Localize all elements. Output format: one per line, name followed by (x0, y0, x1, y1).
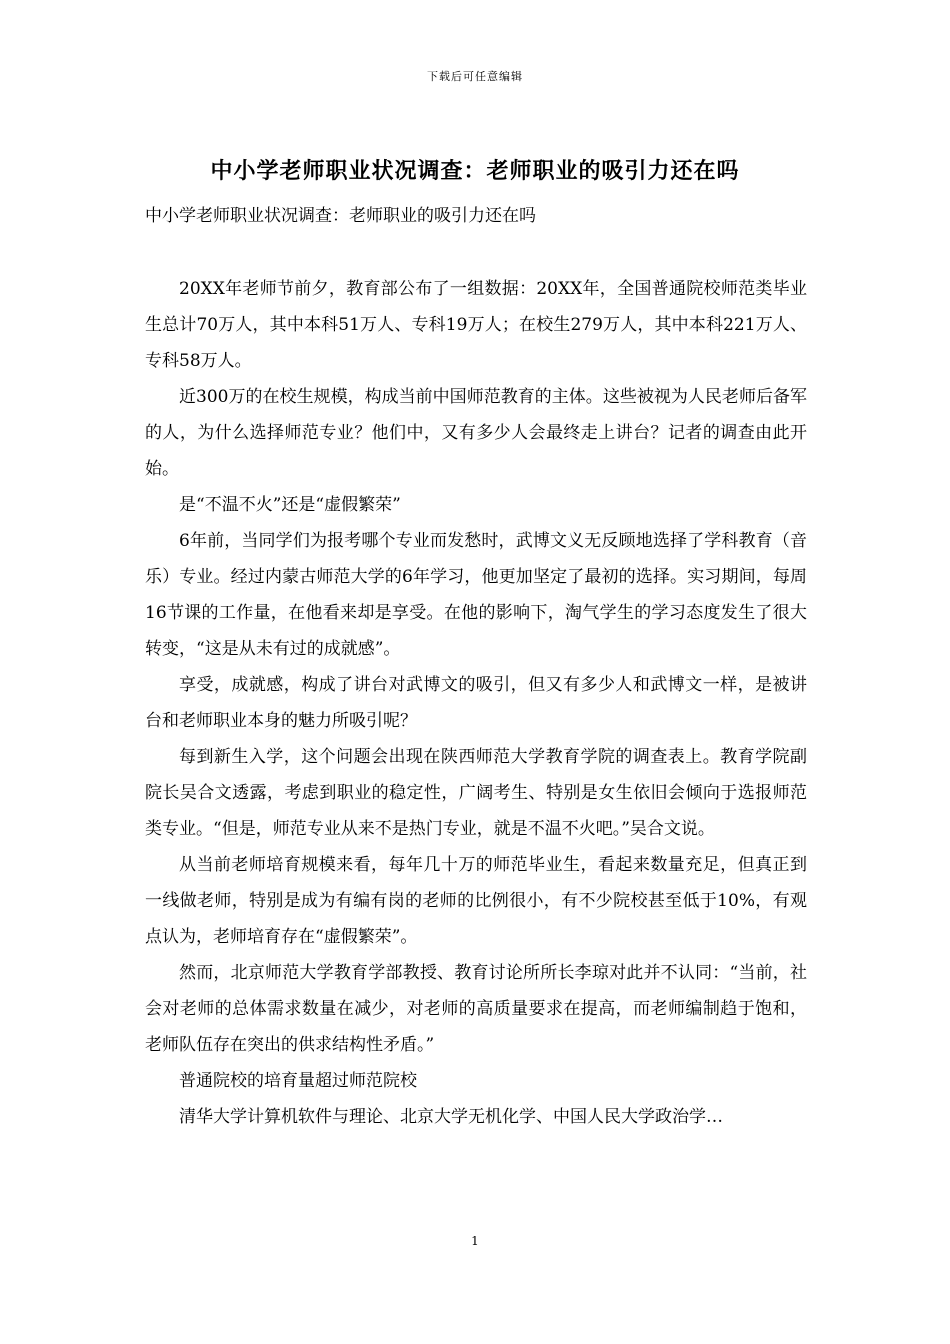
paragraph-intro-data: 20XX年老师节前夕，教育部公布了一组数据：20XX年，全国普通院校师范类毕业生总计70万人，其中本科51万人、专科19万人；在校生279万人，其中本科221万人、专科58万人。 (145, 279, 807, 371)
article-body (145, 271, 807, 1135)
page-subtitle: 中小学老师职业状况调查：老师职业的吸引力还在吗 (145, 206, 536, 226)
paragraph-wu-bowen: 6年前，当同学们为报考哪个专业而发愁时，武博文义无反顾地选择了学科教育（音乐）专业。经过内蒙古师范大学的6年学习，他更加坚定了最初的选择。实习期间，每周16节课的工作量，在他看来却是享受。在他的影响下，淘气学生的学习态度发生了很大转变，“这是从未有过的成就感”。 (145, 531, 807, 659)
paragraph-attraction: 享受，成就感，构成了讲台对武博文的吸引，但又有多少人和武博文一样，是被讲台和老师职业本身的魅力所吸引呢？ (145, 675, 807, 731)
paragraph-universities: 清华大学计算机软件与理论、北京大学无机化学、中国人民大学政治学… (179, 1107, 723, 1127)
paragraph-false-prosperity: 从当前老师培育规模来看，每年几十万的师范毕业生，看起来数量充足，但真正到一线做老师，特别是成为有编有岗的老师的比例很小，有不少院校甚至低于10%，有观点认为，老师培育存在“虚假繁荣”。 (145, 855, 807, 947)
page-number: 1 (471, 1234, 479, 1248)
section-heading-lukewarm: 是“不温不火”还是“虚假繁荣” (179, 495, 401, 515)
paragraph-student-scale: 近300万的在校生规模，构成当前中国师范教育的主体。这些被视为人民老师后备军的人，为什么选择师范专业？他们中，又有多少人会最终走上讲台？记者的调查由此开始。 (145, 387, 807, 479)
header-note: 下载后可任意编辑 (427, 70, 523, 83)
paragraph-new-students: 每到新生入学，这个问题会出现在陕西师范大学教育学院的调查表上。教育学院副院长吴合文透露，考虑到职业的稳定性，广阔考生、特别是女生依旧会倾向于选报师范类专业。“但是，师范专业从来不是热门专业，就是不温不火吧。”吴合文说。 (145, 747, 807, 839)
section-heading-training-volume: 普通院校的培育量超过师范院校 (179, 1071, 417, 1091)
paragraph-li-qiong: 然而，北京师范大学教育学部教授、教育讨论所所长李琼对此并不认同：“当前，社会对老师的总体需求数量在减少，对老师的高质量要求在提高，而老师编制趋于饱和，老师队伍存在突出的供求结构性矛盾。” (145, 963, 807, 1055)
page-title: 中小学老师职业状况调查：老师职业的吸引力还在吗 (210, 158, 740, 184)
